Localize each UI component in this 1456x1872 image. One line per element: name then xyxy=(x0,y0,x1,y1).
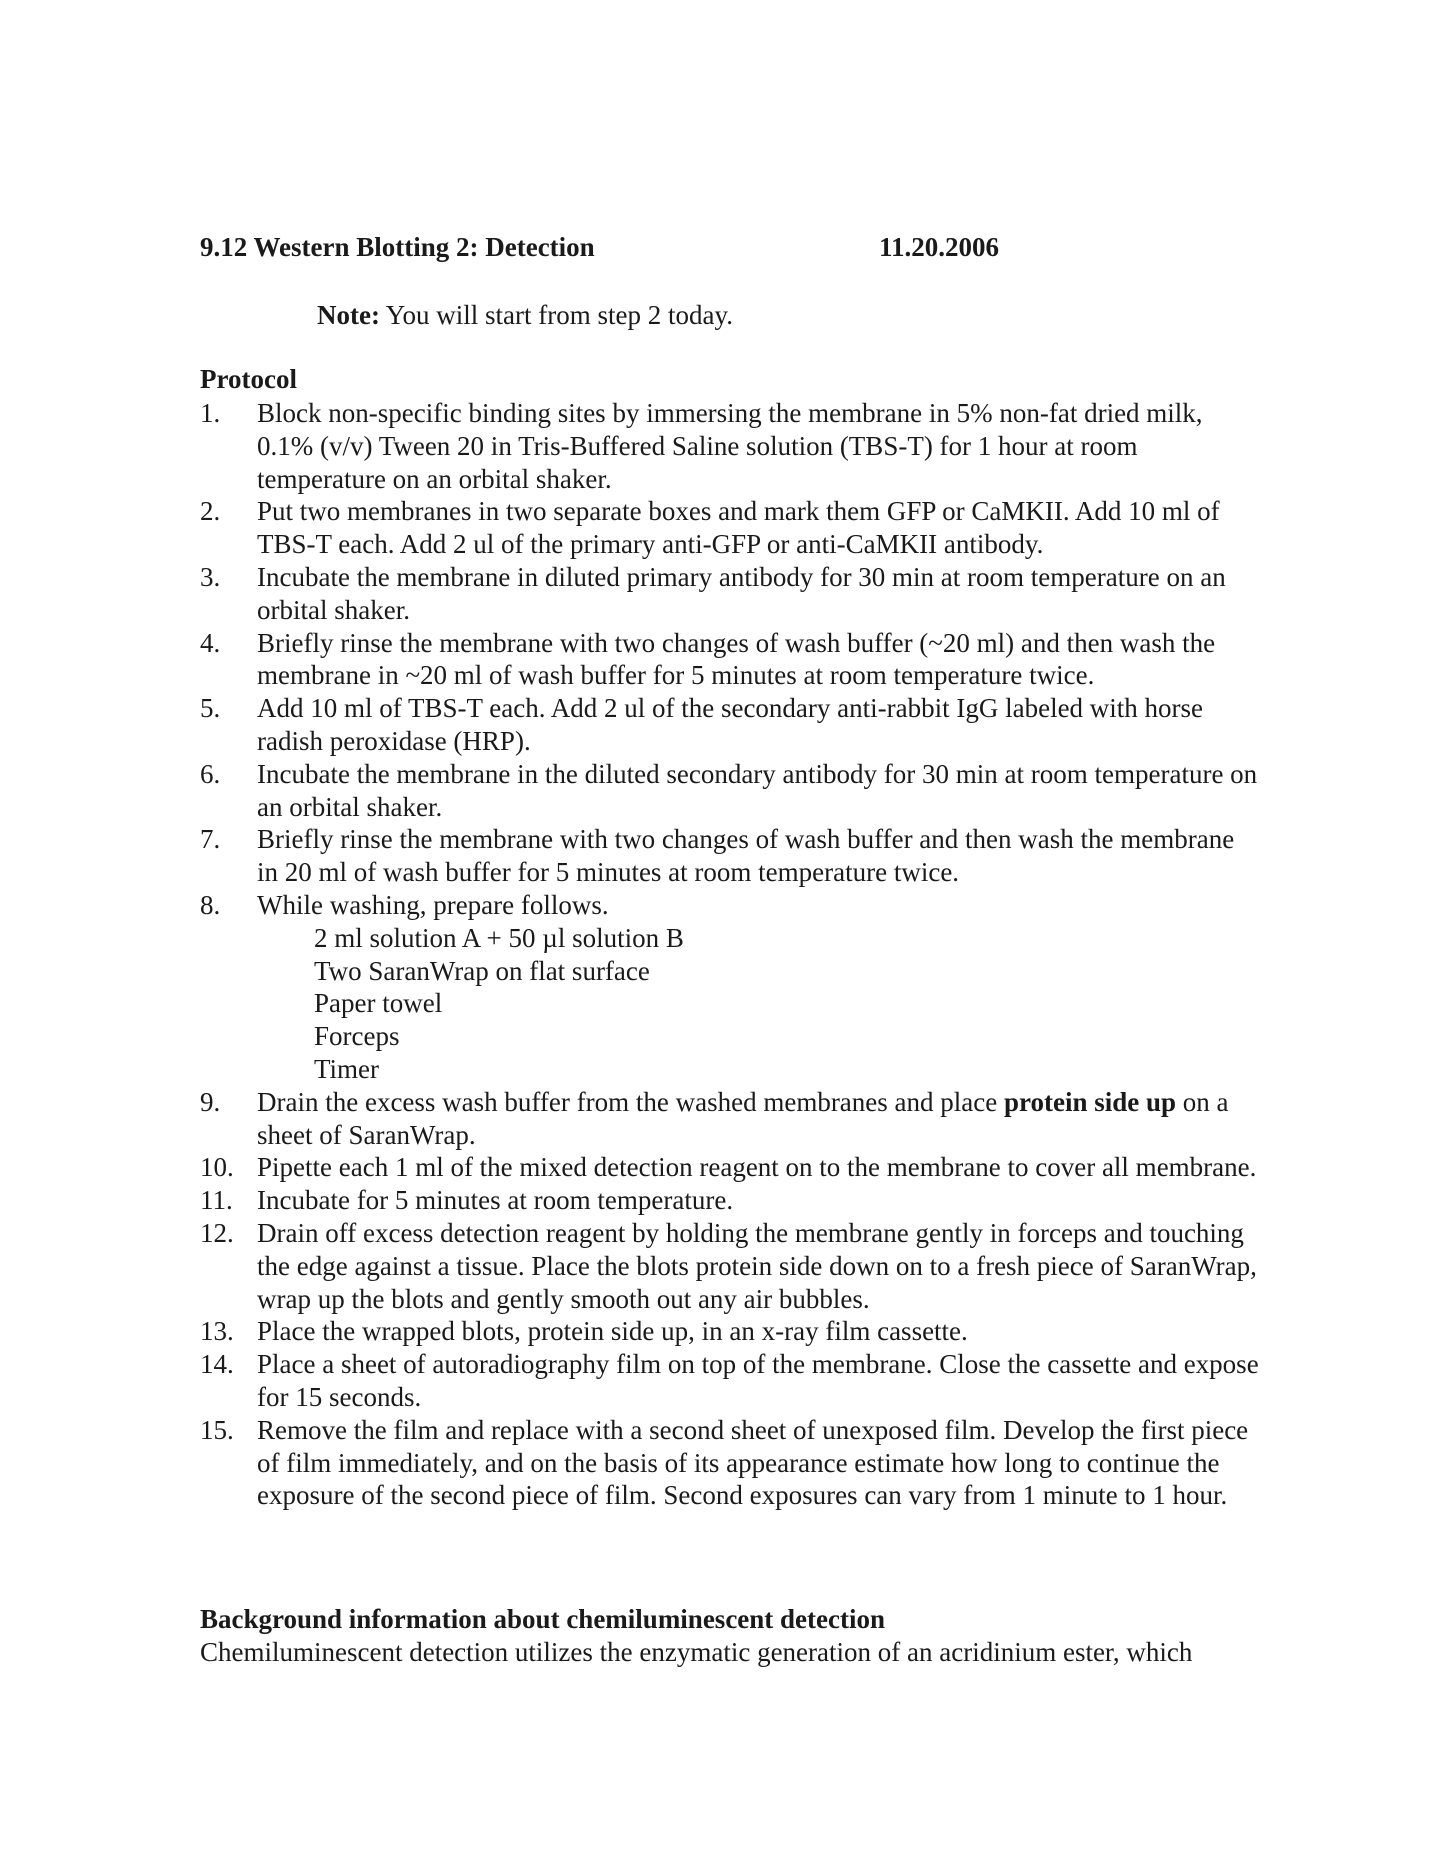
step-text: Add 10 ml of TBS-T each. Add 2 ul of the secondary anti-rabbit IgG labeled with horse radish peroxidase (HRP). xyxy=(257,693,1204,756)
protocol-step xyxy=(200,627,1260,693)
step-number: 10. xyxy=(200,1152,234,1183)
step-text: While washing, prepare follows. xyxy=(257,889,609,920)
step-number: 6. xyxy=(200,758,221,789)
step-number: 7. xyxy=(200,824,221,855)
note-label: Note: xyxy=(317,300,380,330)
note-text: You will start from step 2 today. xyxy=(379,300,733,330)
step-text-emphasis: protein side up xyxy=(1003,1086,1177,1117)
step-text: Incubate for 5 minutes at room temperature. xyxy=(257,1185,734,1216)
step-text: Incubate the membrane in the diluted secondary antibody for 30 min at room temperature on an orbital shaker. xyxy=(257,758,1258,822)
step-text-part: on a sheet of SaranWrap. xyxy=(257,1086,1229,1150)
step-text: Block non-specific binding sites by immersing the membrane in 5% non-fat dried milk, 0.1% (v/v) Tween 20 in Tris-Buffered Saline solution (TBS-T) for 1 hour at room temperature on an orbital shaker. xyxy=(257,398,1203,494)
protocol-step xyxy=(200,561,1260,627)
page-title: 9.12 Western Blotting 2: Detection xyxy=(200,232,595,262)
step-number: 5. xyxy=(200,693,221,724)
step-number: 11. xyxy=(200,1185,233,1216)
step-number: 4. xyxy=(200,627,221,658)
step-number: 8. xyxy=(200,889,221,920)
step-number: 9. xyxy=(200,1086,221,1117)
protocol-step xyxy=(200,1151,1260,1184)
step-text: Put two membranes in two separate boxes and mark them GFP or CaMKII. Add 10 ml of TBS-T each. Add 2 ul of the primary anti-GFP or anti-CaMKII antibody. xyxy=(257,496,1220,560)
step-text: Place the wrapped blots, protein side up, in an x-ray film cassette. xyxy=(257,1316,968,1347)
step-text: Place a sheet of autoradiography film on top of the membrane. Close the cassette and expose for 15 seconds. xyxy=(257,1349,1259,1412)
step-text: Briefly rinse the membrane with two changes of wash buffer (~20 ml) and then wash the membrane in ~20 ml of wash buffer for 5 minutes at room temperature twice. xyxy=(257,627,1216,691)
protocol-steps xyxy=(200,397,1260,1512)
protocol-heading: Protocol xyxy=(200,364,297,394)
step-text: Incubate the membrane in diluted primary antibody for 30 min at room temperature on an orbital shaker. xyxy=(257,561,1226,625)
protocol-step xyxy=(200,1414,1260,1512)
protocol-step xyxy=(200,495,1260,561)
header xyxy=(200,232,1260,268)
preparation-item: Two SaranWrap on flat surface xyxy=(314,955,650,986)
preparation-list xyxy=(257,922,1260,1086)
protocol-step xyxy=(200,692,1260,758)
step-number: 1. xyxy=(200,398,221,428)
step-text: Pipette each 1 ml of the mixed detection reagent on to the membrane to cover all membrane. xyxy=(257,1152,1257,1183)
protocol-step xyxy=(200,1184,1260,1217)
protocol-step xyxy=(200,1315,1260,1348)
preparation-item: Timer xyxy=(314,1053,380,1084)
protocol-step xyxy=(200,758,1260,824)
protocol-step xyxy=(200,1086,1260,1152)
step-number: 12. xyxy=(200,1217,234,1248)
protocol-step xyxy=(200,1348,1260,1414)
preparation-item: 2 ml solution A + 50 µl solution B xyxy=(314,922,684,953)
step-number: 3. xyxy=(200,561,221,592)
preparation-item: Paper towel xyxy=(314,988,443,1019)
preparation-item: Forceps xyxy=(314,1021,400,1052)
step-number: 2. xyxy=(200,496,221,527)
note xyxy=(317,300,733,331)
step-number: 14. xyxy=(200,1349,234,1380)
protocol-step xyxy=(200,397,1260,495)
step-text: Drain off excess detection reagent by holding the membrane gently in forceps and touching the edge against a tissue. Place the blots protein side down on to a fresh piece of SaranWrap, wrap up the blots and gently smooth out any air bubbles. xyxy=(257,1217,1257,1314)
step-text xyxy=(257,1086,1260,1152)
background-heading: Background information about chemiluminescent detection xyxy=(200,1604,886,1634)
protocol-step xyxy=(200,889,1260,1086)
step-number: 13. xyxy=(200,1316,234,1347)
step-text: Briefly rinse the membrane with two changes of wash buffer and then wash the membrane in 20 ml of wash buffer for 5 minutes at room temperature twice. xyxy=(257,824,1235,888)
protocol-step xyxy=(200,823,1260,889)
background-text: Chemiluminescent detection utilizes the enzymatic generation of an acridinium ester, which xyxy=(200,1637,1193,1667)
step-text: Remove the film and replace with a second sheet of unexposed film. Develop the first piece of film immediately, and on the basis of its appearance estimate how long to continue the exposure of the second piece of film. Second exposures can vary from 1 minute to 1 hour. xyxy=(257,1414,1249,1511)
step-text-part: Drain the excess wash buffer from the washed membranes and place xyxy=(257,1086,1004,1117)
protocol-step xyxy=(200,1217,1260,1315)
document-date: 11.20.2006 xyxy=(879,232,1000,262)
step-number: 15. xyxy=(200,1414,234,1445)
